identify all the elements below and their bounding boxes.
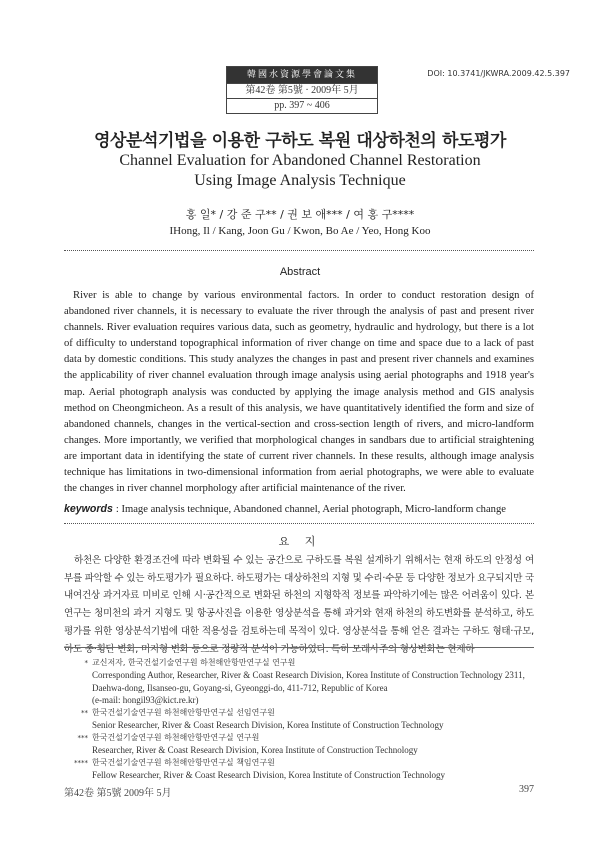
footnote-marker: * bbox=[84, 659, 88, 667]
divider bbox=[64, 523, 534, 524]
keywords bbox=[64, 503, 534, 515]
title-korean: 영상분석기법을 이용한 구하도 복원 대상하천의 하도평가 bbox=[93, 131, 507, 151]
footnote-english: Researcher, River & Coast Research Division, Korea Institute of Construction Technology bbox=[92, 745, 418, 756]
footnote-4 bbox=[74, 756, 534, 782]
footnote-2 bbox=[74, 706, 534, 732]
footer-volume: 第42卷 第5號 2009年 5月 bbox=[64, 788, 172, 799]
journal-name: 韓國水資源學會論文集 bbox=[227, 67, 377, 83]
divider bbox=[64, 250, 534, 251]
abstract-heading: Abstract bbox=[279, 266, 321, 278]
journal-info-box bbox=[226, 66, 378, 114]
keywords-text: : Image analysis technique, Abandoned channel, Aerial photograph, Micro-landform change bbox=[115, 504, 506, 515]
abstract-text: River is able to change by various environmental factors. In order to conduct restoration design of abandoned river channels, it is necessary to evaluate the river through the analysis of past and present river channels. River evaluation requires various data, such as geometry, hydraulic and hydrology, but there is a lot of difficulty to understand topographical information of river change on time and space due to a lack of past data by domestic conditions. This study analyzes the changes in past and present river channels and examines the applicability of river channel evaluation through image analysis using aerial photographs and 1918 year's map. Aerial photograph analysis was conducted by applying the image analysis method and GIS analysis method on Cheongmicheon. As a result of this analysis, we have quantitatively identified the form and size of abandoned channels, changes in the vertical-section and cross-section length of rivers, and micro-landform changes. More importantly, we verified that morphological changes in sandbars due to artificial straightening are important data in identifying the state of current river channels. In these results, although image analysis technique has limitations in two-dimensional information from aerial photographs, we were able to evaluate the changes in river channel morphology after artificial maintenance of the river. bbox=[64, 290, 534, 495]
authors-english: IHong, Il / Kang, Joon Gu / Kwon, Bo Ae / Yeo, Hong Koo bbox=[169, 225, 431, 237]
footnote-english: Senior Researcher, River & Coast Research Division, Korea Institute of Construction Technology bbox=[92, 720, 444, 731]
footnote-korean: 한국건설기술연구원 하천해안항만연구실 연구원 bbox=[92, 733, 260, 742]
keywords-label: keywords bbox=[64, 503, 113, 515]
footnote-marker: *** bbox=[77, 734, 88, 742]
authors-korean: 홍 일* / 강 준 구** / 권 보 애*** / 여 홍 구**** bbox=[185, 208, 415, 221]
footnote-korean: 한국건설기술연구원 하천해안항만연구실 책임연구원 bbox=[92, 758, 275, 767]
page-range: pp. 397 ~ 406 bbox=[227, 98, 377, 113]
footer-page-number: 397 bbox=[519, 784, 534, 795]
footnote-3 bbox=[74, 731, 534, 757]
summary-heading: 요 지 bbox=[278, 535, 322, 548]
footnote-separator bbox=[64, 647, 534, 648]
footnote-email[interactable]: (e-mail: hongil93@kict.re.kr) bbox=[92, 694, 199, 705]
footnote-marker: ** bbox=[81, 709, 88, 717]
doi[interactable]: DOI: 10.3741/JKWRA.2009.42.5.397 bbox=[427, 69, 570, 78]
footnote-english: Daehwa-dong, Ilsanseo-gu, Goyang-si, Gyeonggi-do, 411-712, Republic of Korea bbox=[92, 682, 388, 693]
title-english-line2: Using Image Analysis Technique bbox=[194, 172, 406, 189]
footnote-1 bbox=[74, 656, 534, 706]
volume-issue: 第42卷 第5號 · 2009年 5月 bbox=[227, 83, 377, 98]
footnote-english: Corresponding Author, Researcher, River & Coast Research Division, Korea Institute of Construction Technology 2311, bbox=[92, 670, 525, 681]
footnote-english: Fellow Researcher, River & Coast Research Division, Korea Institute of Construction Technology bbox=[92, 770, 446, 781]
title-english-line1: Channel Evaluation for Abandoned Channel Restoration bbox=[119, 152, 481, 169]
footnote-marker: **** bbox=[74, 759, 88, 767]
footnote-korean: 교신저자, 한국건설기술연구원 하천해안항만연구실 연구원 bbox=[92, 658, 296, 667]
footnote-korean: 한국건설기술연구원 하천해안항만연구실 선임연구원 bbox=[92, 708, 275, 717]
summary-text: 하천은 다양한 환경조건에 따라 변화될 수 있는 공간으로 구하도를 복원 설계하기 위해서는 현재 하도의 안정성 여부를 파악할 수 있는 하도평가가 필요하다. 하도평가는 대상하천의 지형 및 수리·수문 등 다양한 정보가 요구되지만 국내여건상 과거자료 미비로 인해 시·공간적으로 변화된 하천의 지형학적 정보를 파악하기에는 많은 어려움이 있다. 본 연구는 청미천의 과거 지형도 및 항공사진을 이용한 영상분석을 통해 과거와 현재 하천의 하도변화를 분석하고, 하도평가를 위한 영상분석기법에 대한 적용성을 검토하는데 목적이 있다. 영상분석을 통해 얻은 결과는 구하도 형태·규모, 하도 종·횡단 변화, 미지형 변화 등으로 정량적 분석이 가능하였다. 특히 모래사주의 형상변화는 현재하 bbox=[64, 555, 534, 655]
